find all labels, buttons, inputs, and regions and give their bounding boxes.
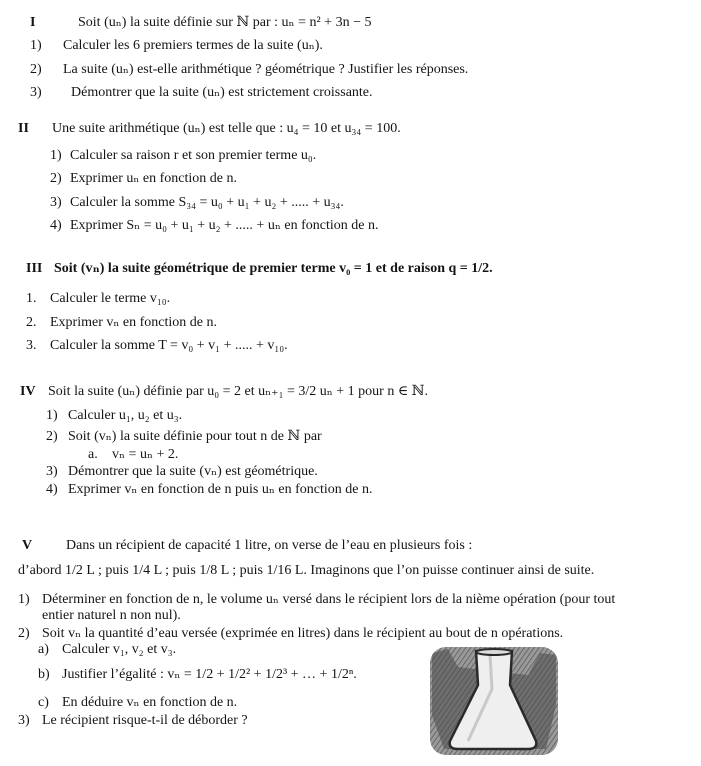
- section-1-numeral: I: [30, 15, 36, 30]
- item-text: Calculer sa raison r et son premier terme u₀.: [70, 148, 317, 163]
- section-2-item-3: [50, 194, 344, 212]
- item-number: 1): [46, 408, 58, 423]
- section-5-intro: Dans un récipient de capacité 1 litre, on verse de l’eau en plusieurs fois :: [66, 538, 473, 553]
- item-number: 4): [46, 482, 58, 497]
- section-2-header: [18, 120, 401, 138]
- item-text: Calculer u₁, u₂ et u₃.: [68, 408, 183, 423]
- section-4-numeral: IV: [20, 384, 36, 399]
- item-number: 1.: [26, 291, 37, 306]
- section-5-item-1-cont: [42, 607, 181, 625]
- section-5-item-3: [18, 712, 248, 730]
- item-text: Calculer v₁, v₂ et v₃.: [62, 642, 177, 657]
- item-number: 2): [50, 171, 62, 186]
- item-text: Exprimer uₙ en fonction de n.: [70, 171, 238, 186]
- section-1-header: [30, 14, 371, 32]
- item-text: Démontrer que la suite (vₙ) est géométrique.: [68, 464, 318, 479]
- item-text-continued: entier naturel n non nul).: [42, 608, 181, 623]
- section-3-item-1: [26, 290, 170, 308]
- item-text: Soit vₙ la quantité d’eau versée (exprimée en litres) dans le récipient au bout de n opérations.: [42, 626, 564, 641]
- item-number: c): [38, 695, 49, 710]
- item-text: Démontrer que la suite (uₙ) est strictement croissante.: [71, 85, 373, 100]
- item-number: 3.: [26, 338, 37, 353]
- item-text: Exprimer Sₙ = u₀ + u₁ + u₂ + ..... + uₙ en fonction de n.: [70, 218, 379, 233]
- item-text: Calculer la somme T = v₀ + v₁ + ..... + v₁₀.: [50, 338, 288, 353]
- section-4-item-2a: [88, 446, 178, 464]
- item-number: b): [38, 667, 50, 682]
- section-4-item-3: [46, 463, 318, 481]
- item-text: Exprimer vₙ en fonction de n puis uₙ en fonction de n.: [68, 482, 373, 497]
- section-2-intro: Une suite arithmétique (uₙ) est telle que : u₄ = 10 et u₃₄ = 100.: [52, 121, 401, 136]
- item-number: 1): [30, 38, 42, 53]
- section-1-item-1: [30, 37, 323, 55]
- item-number: 2): [18, 626, 30, 641]
- item-number: 2): [30, 62, 42, 77]
- item-number: a): [38, 642, 49, 657]
- section-2-numeral: II: [18, 121, 29, 136]
- item-text: La suite (uₙ) est-elle arithmétique ? géométrique ? Justifier les réponses.: [63, 62, 469, 77]
- item-text: En déduire vₙ en fonction de n.: [62, 695, 238, 710]
- section-4-item-2: [46, 428, 322, 446]
- section-4-item-4: [46, 481, 373, 499]
- section-5-item-2c: [38, 694, 237, 712]
- item-number: 3): [50, 195, 62, 210]
- section-5-item-2a: [38, 641, 176, 659]
- item-number: 3): [18, 713, 30, 728]
- section-4-item-1: [46, 407, 182, 425]
- item-text: Déterminer en fonction de n, le volume uₙ versé dans le récipient lors de la nième opération (pour tout: [42, 592, 616, 607]
- section-4-intro: Soit la suite (uₙ) définie par u₀ = 2 et uₙ₊₁ = 3/2 uₙ + 1 pour n ∈ ℕ.: [48, 384, 429, 399]
- section-5-item-2b: [38, 666, 357, 684]
- section-3-intro: Soit (vₙ) la suite géométrique de premier terme v₀ = 1 et de raison q = 1/2.: [54, 261, 493, 276]
- item-text: Exprimer vₙ en fonction de n.: [50, 315, 218, 330]
- section-2-item-2: [50, 170, 237, 188]
- section-1-intro: Soit (uₙ) la suite définie sur ℕ par : uₙ = n² + 3n − 5: [78, 15, 372, 30]
- item-text: Le récipient risque-t-il de déborder ?: [42, 713, 248, 728]
- section-3-numeral: III: [26, 261, 43, 276]
- item-number: 2.: [26, 315, 37, 330]
- item-text: vₙ = uₙ + 2.: [112, 447, 179, 462]
- item-text: Calculer les 6 premiers termes de la suite (uₙ).: [63, 38, 323, 53]
- section-5-header: [22, 537, 472, 555]
- item-number: 1): [50, 148, 62, 163]
- item-text: Calculer la somme S₃₄ = u₀ + u₁ + u₂ + ..... + u₃₄.: [70, 195, 344, 210]
- section-2-item-1: [50, 147, 316, 165]
- item-number: 3): [30, 85, 42, 100]
- section-4-header: [20, 383, 428, 401]
- section-5-pour-sequence: d’abord 1/2 L ; puis 1/4 L ; puis 1/8 L ; puis 1/16 L. Imaginons que l’on puisse continuer ainsi de suite.: [18, 563, 595, 578]
- section-2-item-4: [50, 217, 378, 235]
- section-5-numeral: V: [22, 538, 33, 553]
- flask-icon: [428, 645, 560, 757]
- item-text: Justifier l’égalité : vₙ = 1/2 + 1/2² + 1/2³ + … + 1/2ⁿ.: [62, 667, 357, 682]
- item-number: 3): [46, 464, 58, 479]
- section-3-item-2: [26, 314, 217, 332]
- item-text: Calculer le terme v₁₀.: [50, 291, 171, 306]
- item-text: Soit (vₙ) la suite définie pour tout n de ℕ par: [68, 429, 322, 444]
- section-1-item-3: [30, 84, 373, 102]
- item-number: 1): [18, 592, 30, 607]
- section-3-header: [26, 260, 493, 278]
- section-1-item-2: [30, 61, 468, 79]
- item-number: a.: [88, 447, 98, 462]
- section-5-intro-line2: [18, 562, 594, 580]
- item-number: 4): [50, 218, 62, 233]
- section-3-item-3: [26, 337, 288, 355]
- item-number: 2): [46, 429, 58, 444]
